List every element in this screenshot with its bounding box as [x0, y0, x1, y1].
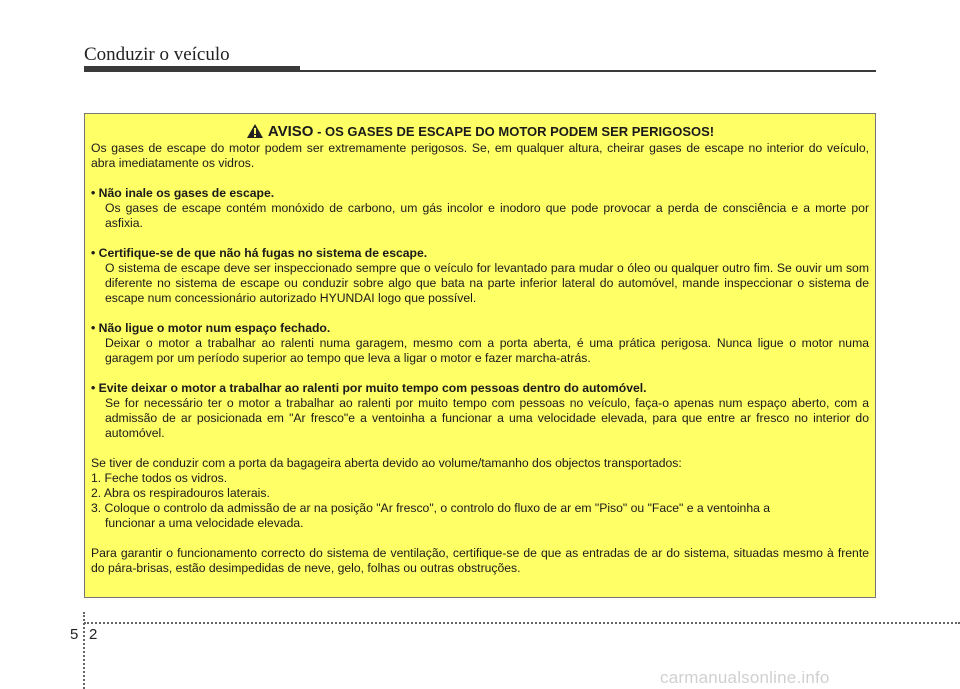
- item-heading: • Certifique-se de que não há fugas no sistema de escape.: [91, 246, 428, 260]
- step-item: 3. Coloque o controlo da admissão de ar na posição "Ar fresco", o controlo do fluxo de ar em "Piso" ou "Face" e a ventoinha a: [91, 501, 771, 515]
- trunk-intro: Se tiver de conduzir com a porta da bagageira aberta devido ao volume/tamanho dos objectos transportados:: [91, 456, 682, 470]
- step-item: 1. Feche todos os vidros.: [91, 471, 228, 485]
- item-heading: • Evite deixar o motor a trabalhar ao ralenti por muito tempo com pessoas dentro do automóvel.: [91, 381, 647, 395]
- footer-dotted-divider: [83, 612, 85, 689]
- item-text: Os gases de escape contém monóxido de carbono, um gás incolor e inodoro que pode provocar a perda de consciência e a morte por asfixia.: [105, 201, 869, 230]
- watermark: carmanualsonline.info: [660, 668, 830, 687]
- closing-paragraph: Para garantir o funcionamento correcto do sistema de ventilação, certifique-se de que as entradas de ar do sistema, situadas mesmo à frente do pára-brisas, estão desimpedidas de neve, gelo, folhas ou outras obstruções.: [91, 546, 869, 575]
- warning-intro: Os gases de escape do motor podem ser extremamente perigosos. Se, em qualquer altura, cheirar gases de escape no interior do veículo, abra imediatamente os vidros.: [91, 141, 869, 170]
- warning-box: [84, 113, 876, 598]
- step-item: 2. Abra os respiradouros laterais.: [91, 486, 270, 500]
- item-text: O sistema de escape deve ser inspeccionado sempre que o veículo for levantado para mudar o óleo ou qualquer outro fim. Se ouvir um som diferente no sistema de escape ou conduzir sobre algo que bata na parte inferior lateral do automóvel, mande inspeccionar o sistema de escape num concessionário autorizado HYUNDAI logo que possível.: [105, 261, 869, 305]
- footer-dotted-rule: [84, 622, 960, 624]
- item-heading: • Não ligue o motor num espaço fechado.: [91, 321, 331, 335]
- header-rule-thin: [300, 70, 876, 72]
- item-heading: • Não inale os gases de escape.: [91, 186, 275, 200]
- section-number: 5: [70, 626, 79, 643]
- page-number: 2: [89, 626, 98, 643]
- warning-word: AVISO: [267, 123, 314, 140]
- step-item-continued: funcionar a uma velocidade elevada.: [105, 516, 304, 530]
- page-header-title: Conduzir o veículo: [84, 44, 230, 65]
- item-text: Se for necessário ter o motor a trabalhar ao ralenti por muito tempo com pessoas no veículo, faça-o apenas num espaço aberto, com a admissão de ar posicionada em "Ar fresco"e a ventoinha a funcionar a uma velocidade elevada, para que entre ar fresco no interior do automóvel.: [105, 396, 869, 440]
- item-text: Deixar o motor a trabalhar ao ralenti numa garagem, mesmo com a porta aberta, é uma prática perigosa. Nunca ligue o motor numa garagem por um período superior ao tempo que leva a ligar o motor e fazer marcha-atrás.: [105, 336, 869, 365]
- warning-heading: [91, 123, 869, 141]
- header-rule-thick: [84, 66, 300, 72]
- warning-title: - OS GASES DE ESCAPE DO MOTOR PODEM SER PERIGOSOS!: [313, 124, 715, 139]
- warning-triangle-icon: [246, 123, 264, 139]
